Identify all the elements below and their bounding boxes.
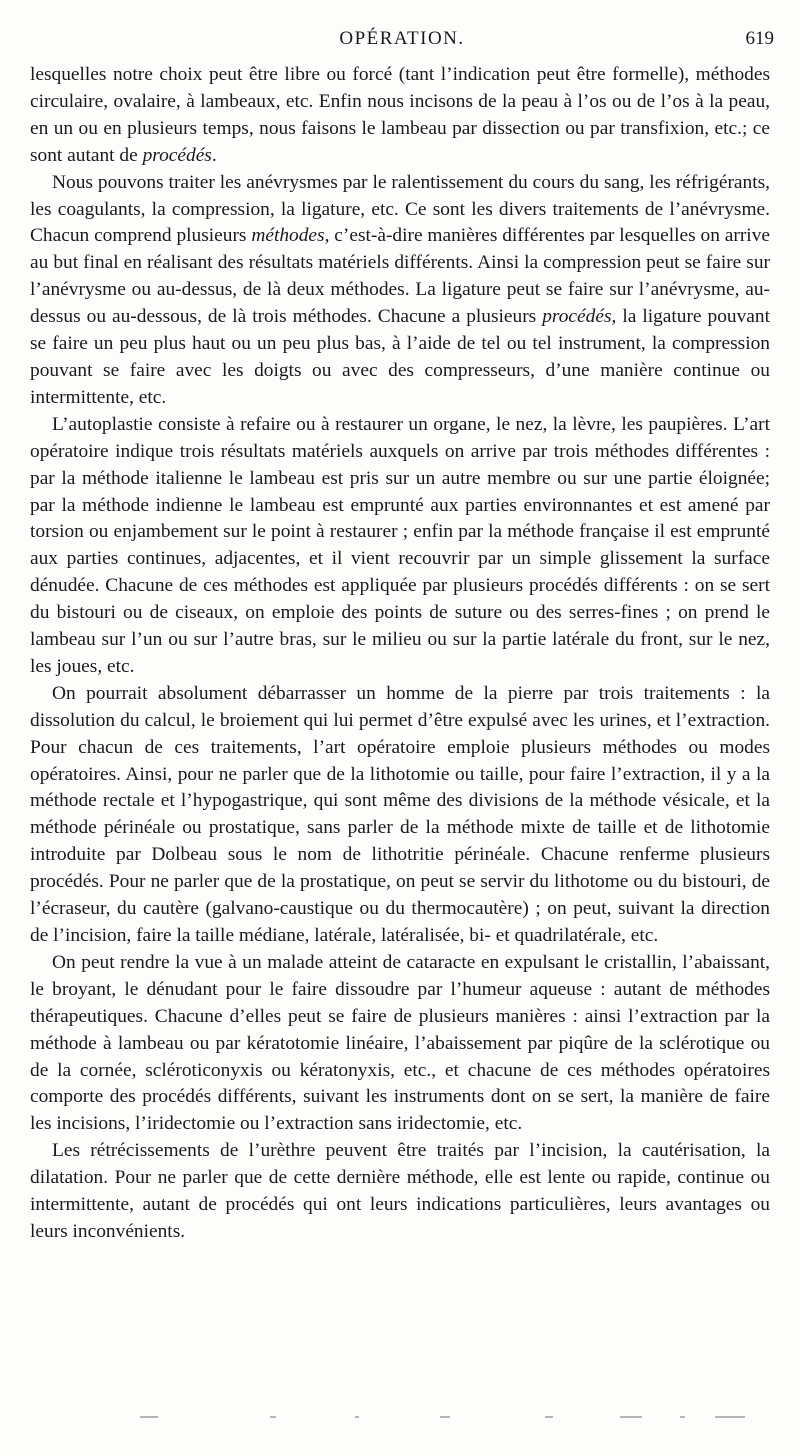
text-run: . [211,144,217,166]
paragraph [30,950,770,1138]
text-run: Les rétrécissements de l’urèthre peuvent être traités par l’incision, la cautérisation, la dilatation. Pour ne parler que de cette dernière méthode, elle est lente ou rapide, continue ou intermittente, autant de procédés qui ont leurs indications particulières, leurs avantages ou leurs inconvénients. [30,1140,770,1242]
text-run: Nous pouvons traiter les anévrysmes par le ralentissement du cours du sang, les réfrigérants, les coagulants, la compression, la ligature, etc. Ce sont les divers traitements de l’anévrysme. Chacun comprend plusieurs [30,171,770,247]
page-number: 619 [745,28,774,49]
text-run: On peut rendre la vue à un malade atteint de cataracte en expulsant le cristallin, l’abaissant, le broyant, le dénudant pour le faire dissoudre par l’humeur aqueuse : autant de méthodes thérapeutiques. Chacune d’elles peut se faire de plusieurs manières : ainsi l’extraction par la méthode à lambeau ou par kératotomie linéaire, l’abaissement par piqûre de la sclérotique ou de la cornée, scléroticonyxis ou kératonyxis, etc., et chacune de ces méthodes opératoires comporte des procédés différents, suivant les instruments dont on se sert, la manière de faire les incisions, l’iridectomie ou l’extraction sans iridectomie, etc. [30,951,770,1135]
italic-term: procédés [542,306,612,328]
text-run: lesquelles notre choix peut être libre ou forcé (tant l’indication peut être formelle), méthodes circulaire, ovalaire, à lambeaux, etc. Enfin nous incisons de la peau à l’os ou de l’os à la peau, en un ou en plusieurs temps, nous faisons le lambeau par dissection ou par transfixion, etc.; ce sont autant de [30,64,770,166]
print-specks [140,1416,760,1422]
running-head [30,28,774,58]
text-run: , c’est-à-dire manières différentes par lesquelles on arrive au but final en réalisant des résultats matériels différents. Ainsi la compression peut se faire sur l’anévrysme ou au-dessus, de là deux méthodes. La ligature peut se faire sur l’anévrysme, au-dessus ou au-dessous, de là trois méthodes. Chacune a plusieurs [30,225,770,328]
running-title: OPÉRATION. [339,28,465,49]
paragraph [30,62,770,170]
text-run: On pourrait absolument débarrasser un homme de la pierre par trois traitements : la dissolution du calcul, le broiement qui lui permet d’être expulsé avec les urines, et l’extraction. Pour chacun de ces traitements, l’art opératoire emploie plusieurs méthodes ou modes opératoires. Ainsi, pour ne parler que de la lithotomie ou taille, pour faire l’extraction, il y a la méthode rectale et l’hypogastrique, qui sont même des divisions de la méthode vésicale, et la méthode périnéale ou prostatique, sans parler de la méthode mixte de taille et de lithotomie introduite par Dolbeau sous le nom de lithotritie périnéale. Chacune renferme plusieurs procédés. Pour ne parler que de la prostatique, on peut se servir du lithotome ou du bistouri, de l’écraseur, du cautère (galvano-caustique ou du thermocautère) ; on peut, suivant la direction de l’incision, faire la taille médiane, latérale, latéralisée, bi- et quadrilatérale, etc. [30,682,770,946]
paragraph [30,1138,770,1246]
paragraph [30,681,770,950]
body-text [30,62,770,1246]
paragraph [30,170,770,412]
paragraph [30,412,770,681]
italic-term: méthodes [251,225,325,247]
italic-term: procédés [142,144,212,166]
text-run: L’autoplastie consiste à refaire ou à restaurer un organe, le nez, la lèvre, les paupières. L’art opératoire indique trois résultats matériels auxquels on arrive par trois méthodes différentes : par la méthode italienne le lambeau est pris sur un autre membre ou sur une partie éloignée; par la méthode indienne le lambeau est emprunté aux parties environnantes et est amené par torsion ou enjambement sur le point à restaurer ; enfin par la méthode française il est emprunté aux parties continues, adjacentes, et il vient recouvrir par un simple glissement la surface dénudée. Chacune de ces méthodes est appliquée par plusieurs procédés différents : on se sert du bistouri ou de ciseaux, on emploie des points de suture ou des serres-fines ; on prend le lambeau sur l’un ou sur l’autre bras, sur le milieu ou sur la partie latérale du front, sur le nez, les joues, etc. [30,413,770,677]
text-run: , la ligature pouvant se faire un peu plus haut ou un peu plus bas, à l’aide de tel ou tel instrument, la compression pouvant se faire avec les doigts ou avec des compresseurs, d’une manière continue ou intermittente, etc. [30,306,770,408]
